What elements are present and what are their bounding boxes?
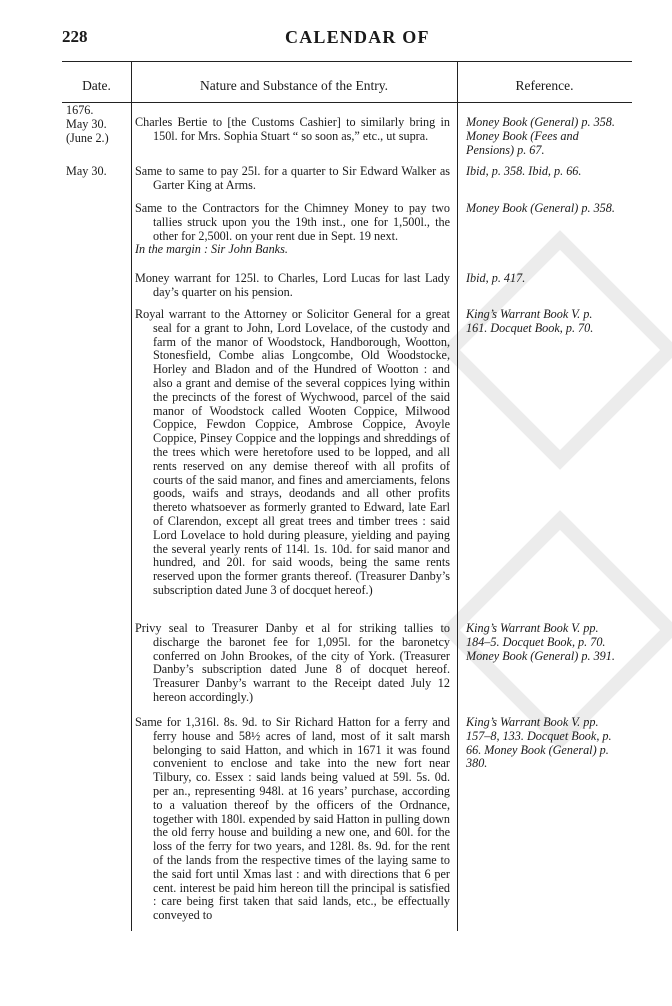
entry-reference: King’s Warrant Book V. p. 161. Docquet Book, p. 70.: [466, 307, 594, 335]
entry-body: Same for 1,316l. 8s. 9d. to Sir Richard Hatton for a ferry and ferry house and 58½ acres of land, most of it salt marsh belonging to said Hatton, and which in 1671 it was found convenient to enclose and take into the new fort near Tilbury, co. Essex : said lands being valued at 59l. 5s. 0d. per an., representing 948l. at 16 years’ purchase, according to a valuation thereof by the officers of the Ordnance, together with 180l. expended by said Hatton in pulling down the old ferry house and building a new one, and 60l. for the loss of the ferry for two years, and 128l. 8s. 9d. for the rent of the lands from the respective times of the laying same to the said fort until Xmas last : and with directions that 6 per cent. interest be paid him hereon till the principal is satisfied : care being first taken that said lands, etc., be effectually conveyed to: [135, 715, 450, 923]
entry-body: Privy seal to Treasurer Danby et al for striking tallies to discharge the baronet fee for 1,095l. for the baronetcy conferred on John Brookes, of the city of York. (Treasurer Danby’s subscription dated June 8 of docquet hereof. Treasurer Danby’s warrant to the Receipt dated July 12 hereon accordingly.): [135, 621, 450, 704]
entry-reference: Ibid, p. 417.: [466, 271, 526, 285]
entry-text: [135, 308, 450, 598]
entry-date: [66, 104, 130, 145]
running-title: CALENDAR OF: [285, 27, 430, 47]
entry-text: [135, 165, 450, 193]
column-header-reference: Reference.: [515, 78, 574, 93]
entry-text: [135, 272, 450, 300]
column-header-date: Date.: [82, 78, 111, 93]
date-label: (June 2.): [66, 130, 109, 145]
entry-reference: King’s Warrant Book V. pp. 184–5. Docquet Book, p. 70. Money Book (General) p. 391.: [466, 621, 615, 663]
margin-note: In the margin : Sir John Banks.: [135, 242, 288, 257]
entry-reference: King’s Warrant Book V. pp. 157–8, 133. Docquet Book, p. 66. Money Book (General) p. 380.: [466, 715, 612, 771]
watermark-logo: [430, 220, 672, 780]
entry-body: Same to same to pay 25l. for a quarter to Sir Edward Walker as Garter King at Arms.: [135, 164, 450, 192]
column-divider-1: [131, 61, 132, 931]
column-header-nature: Nature and Substance of the Entry.: [199, 78, 389, 93]
entry-body: Charles Bertie to [the Customs Cashier] to similarly bring in 150l. for Mrs. Sophia Stuart “ so soon as,” etc., ut supra.: [135, 115, 450, 143]
entry-reference: Money Book (General) p. 358.: [466, 201, 615, 215]
table-top-rule: [62, 61, 632, 62]
entry-reference: Ibid, p. 358. Ibid, p. 66.: [466, 164, 582, 178]
entry-body: Money warrant for 125l. to Charles, Lord Lucas for last Lady day’s quarter on his pension.: [135, 271, 450, 299]
entry-text: [135, 202, 450, 257]
entry-text: [135, 622, 450, 705]
header-bottom-rule: [62, 102, 632, 103]
entry-date: May 30.: [66, 164, 107, 178]
entry-text: [135, 116, 450, 144]
date-label: May 30.: [66, 116, 107, 131]
year-label: 1676.: [66, 103, 94, 117]
entry-body: Same to the Contractors for the Chimney Money to pay two tallies struck upon you the 19th inst., one for 1,500l., the other for 2,500l. on your rent due in Sept. 19 next.: [135, 201, 450, 243]
page-number: 228: [62, 27, 88, 46]
entry-body: Royal warrant to the Attorney or Solicitor General for a great seal for a grant to John, Lord Lovelace, of the custody and farm of the manor of Woodstock, Handborough, Wootton, Stonesfield, Combe alias Longcombe, Old Woodstocke, Horley and Bladon and of the Hundred of Wootton : and also a grant and demise of the several coppices lying within the precincts of the forest of Wychwood, parcel of the said manor of Woodstock called Wooten Coppice, Milwood Coppice, Fewdon Coppice, Ambrose Coppice, Avoyle Coppice, Pinsey Coppice and the loppings and shreddings of the trees which were heretofore used to be lopped, and all rents reserved on any demise thereof with all profits of courts of the said manor, and fines and amerciaments, felons goods, waifs and strays, deodands and all other profits thereto whatsoever as formerly granted to Edward, late Earl of Clarendon, except all great trees and timber trees : said Lord Lovelace to hold during pleasure, yielding and paying the several yearly rents of 114l. 1s. 10d. for said manor and hundred, and 20l. for said woods, being the same rents reserved upon the former grants thereof. (Treasurer Danby’s subscription dated June 3 of docquet hereof.): [135, 307, 450, 597]
entry-text: [135, 716, 450, 923]
entry-reference: Money Book (General) p. 358. Money Book (Fees and Pensions) p. 67.: [466, 115, 615, 157]
column-divider-2: [457, 61, 458, 931]
